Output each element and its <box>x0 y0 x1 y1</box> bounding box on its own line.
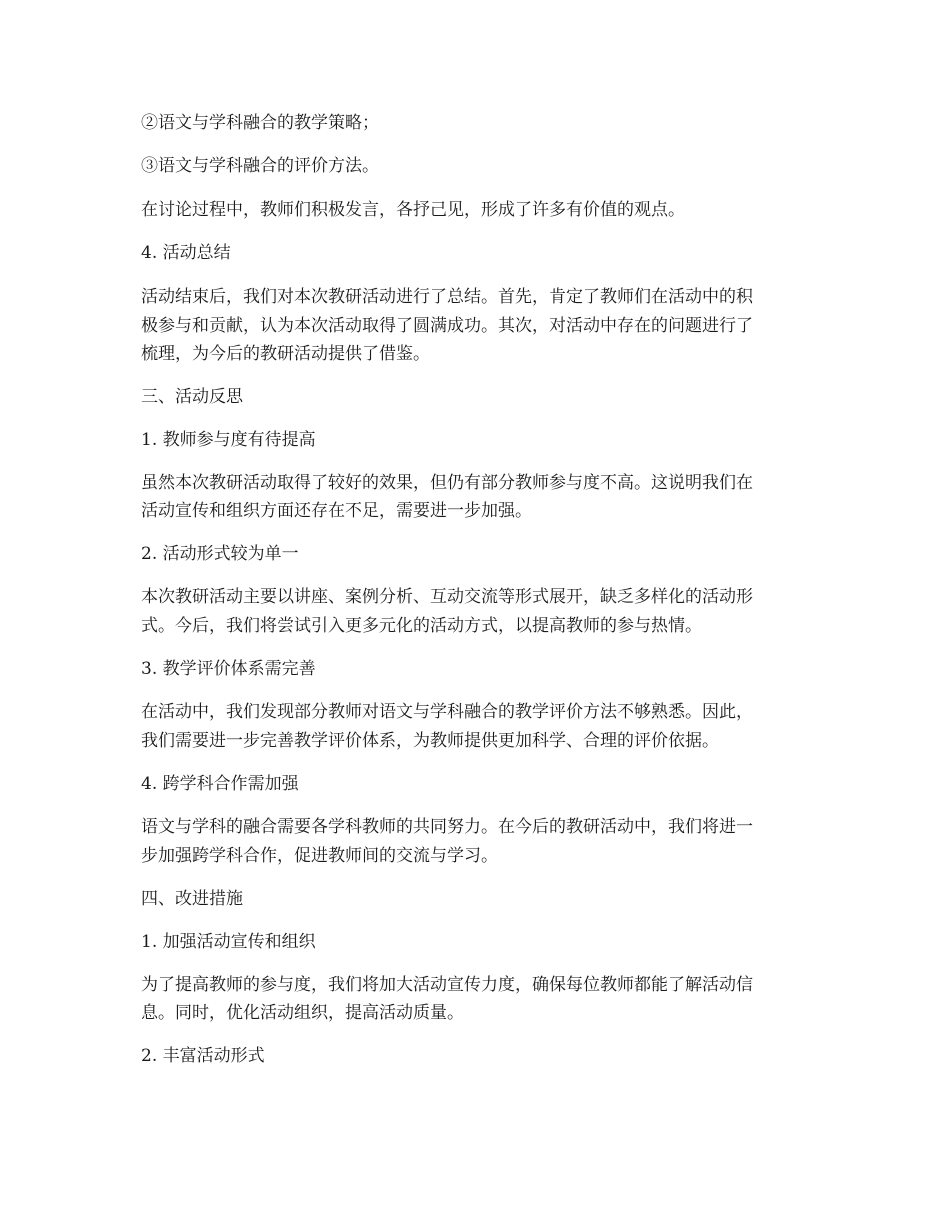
section-heading-reflection: 三、活动反思 <box>141 387 243 407</box>
paragraph-format-line-1: 本次教研活动主要以讲座、案例分析、互动交流等形式展开，缺乏多样化的活动形 <box>141 587 753 607</box>
paragraph-evaluation-line-2: 我们需要进一步完善教学评价体系，为教师提供更加科学、合理的评价依据。 <box>141 731 719 751</box>
section-heading-improvement: 四、改进措施 <box>141 889 243 909</box>
paragraph-participation-line-1: 虽然本次教研活动取得了较好的效果，但仍有部分教师参与度不高。这说明我们在 <box>141 473 753 493</box>
subheading-participation: 1. 教师参与度有待提高 <box>141 430 316 450</box>
paragraph-summary-line-1: 活动结束后，我们对本次教研活动进行了总结。首先，肯定了教师们在活动中的积 <box>141 287 753 307</box>
list-item-evaluation: ③语文与学科融合的评价方法。 <box>141 156 379 176</box>
subheading-promotion: 1. 加强活动宣传和组织 <box>141 932 316 952</box>
subheading-summary: 4. 活动总结 <box>141 243 231 263</box>
subheading-enrich-format: 2. 丰富活动形式 <box>141 1046 265 1066</box>
paragraph-cross-discipline-line-1: 语文与学科的融合需要各学科教师的共同努力。在今后的教研活动中，我们将进一 <box>141 817 753 837</box>
subheading-cross-discipline: 4. 跨学科合作需加强 <box>141 774 299 794</box>
paragraph-summary-line-2: 极参与和贡献，认为本次活动取得了圆满成功。其次，对活动中存在的问题进行了 <box>141 316 753 336</box>
subheading-format: 2. 活动形式较为单一 <box>141 544 299 564</box>
paragraph-summary-line-3: 梳理，为今后的教研活动提供了借鉴。 <box>141 344 430 364</box>
list-item-strategy: ②语文与学科融合的教学策略； <box>141 113 379 133</box>
subheading-evaluation-system: 3. 教学评价体系需完善 <box>141 659 316 679</box>
paragraph-evaluation-line-1: 在活动中，我们发现部分教师对语文与学科融合的教学评价方法不够熟悉。因此， <box>141 702 753 722</box>
paragraph-promotion-line-1: 为了提高教师的参与度，我们将加大活动宣传力度，确保每位教师都能了解活动信 <box>141 975 753 995</box>
paragraph-discussion: 在讨论过程中，教师们积极发言，各抒己见，形成了许多有价值的观点。 <box>141 200 685 220</box>
paragraph-participation-line-2: 活动宣传和组织方面还存在不足，需要进一步加强。 <box>141 501 532 521</box>
paragraph-promotion-line-2: 息。同时，优化活动组织，提高活动质量。 <box>141 1003 464 1023</box>
paragraph-cross-discipline-line-2: 步加强跨学科合作，促进教师间的交流与学习。 <box>141 846 498 866</box>
paragraph-format-line-2: 式。今后，我们将尝试引入更多元化的活动方式，以提高教师的参与热情。 <box>141 616 702 636</box>
